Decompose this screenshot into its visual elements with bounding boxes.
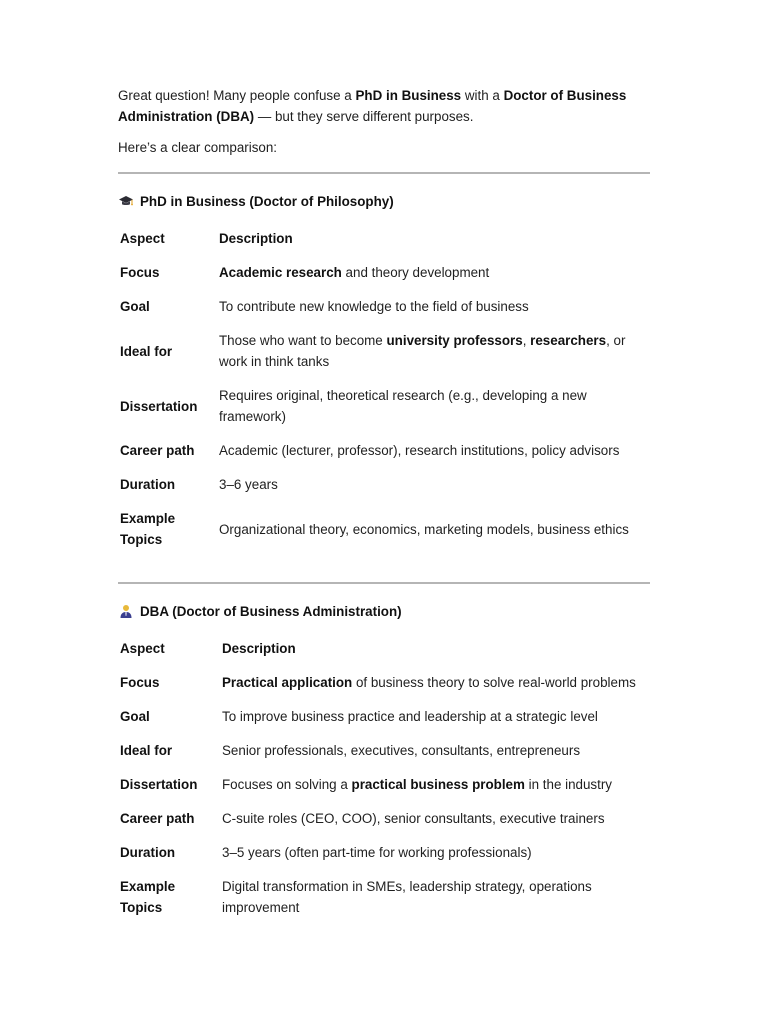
table-row [118, 666, 652, 700]
description-cell: To improve business practice and leadership at a strategic level [222, 709, 598, 724]
column-header-aspect: Aspect [120, 641, 165, 656]
emphasis-text: university professors [386, 333, 523, 348]
aspect-cell: Career path [120, 811, 195, 826]
description-cell: Academic (lecturer, professor), research institutions, policy advisors [219, 443, 620, 458]
table-header-row [118, 222, 652, 256]
description-cell: C-suite roles (CEO, COO), senior consultants, executive trainers [222, 811, 605, 826]
table-row [118, 290, 652, 324]
column-header-aspect: Aspect [120, 231, 165, 246]
aspect-cell: Goal [120, 299, 150, 314]
description-cell [217, 256, 652, 290]
description-cell: Senior professionals, executives, consultants, entrepreneurs [222, 743, 581, 758]
section-divider [118, 582, 650, 584]
dba-comparison-table [118, 632, 652, 925]
table-row [118, 379, 652, 434]
aspect-cell: Ideal for [120, 743, 173, 758]
column-header-description: Description [222, 641, 296, 656]
description-text: Those who want to become [219, 333, 387, 348]
description-text: Focuses on solving a [222, 777, 352, 792]
aspect-cell: Duration [120, 477, 176, 492]
aspect-cell: Ideal for [120, 343, 173, 359]
aspect-cell: Dissertation [120, 777, 198, 792]
table-row [118, 836, 652, 870]
aspect-cell: Goal [120, 709, 150, 724]
description-text: , or work in think tanks [219, 333, 626, 369]
table-row [118, 734, 652, 768]
description-text: of business theory to solve real-world problems [352, 675, 636, 690]
description-cell: Organizational theory, economics, marketing models, business ethics [219, 521, 629, 537]
emphasis-text: Academic research [219, 265, 342, 280]
aspect-cell: Example Topics [120, 511, 176, 547]
table-header-row [118, 632, 652, 666]
description-cell: Digital transformation in SMEs, leadership strategy, operations improvement [222, 879, 592, 915]
table-row [118, 434, 652, 468]
description-text: in the industry [524, 777, 613, 792]
table-row [118, 324, 652, 379]
intro-phd-term: PhD in Business [355, 88, 462, 103]
aspect-cell: Dissertation [120, 398, 198, 414]
aspect-cell: Example Topics [120, 879, 176, 915]
description-cell: Requires original, theoretical research (e.g., developing a new framework) [219, 388, 587, 424]
table-row [118, 870, 652, 925]
chat-response [118, 85, 650, 925]
description-cell [217, 324, 652, 379]
table-row [118, 768, 652, 802]
intro-paragraph [118, 85, 650, 127]
comparison-lead: Here’s a clear comparison: [118, 140, 278, 155]
graduation-cap-icon [118, 193, 134, 209]
dba-heading-text: DBA (Doctor of Business Administration) [140, 603, 402, 619]
aspect-cell: Focus [120, 265, 160, 280]
description-cell [220, 666, 652, 700]
aspect-cell: Duration [120, 845, 176, 860]
phd-section-heading [118, 190, 650, 212]
aspect-cell: Career path [120, 443, 195, 458]
intro-text: Great question! Many people confuse a [118, 88, 356, 103]
table-row [118, 700, 652, 734]
dba-section-heading [118, 600, 650, 622]
intro-text: — but they serve different purposes. [254, 109, 474, 124]
table-row [118, 502, 652, 557]
description-text: , [522, 333, 531, 348]
emphasis-text: practical business problem [351, 777, 525, 792]
description-text: and theory development [341, 265, 490, 280]
description-cell: To contribute new knowledge to the field of business [219, 299, 529, 314]
phd-comparison-table [118, 222, 652, 557]
intro-dba-term: Doctor of Business Administration (DBA) [118, 88, 627, 124]
business-person-icon [118, 603, 134, 619]
table-row [118, 468, 652, 502]
emphasis-text: researchers [530, 333, 607, 348]
aspect-cell: Focus [120, 675, 160, 690]
description-cell [220, 768, 652, 802]
table-row [118, 256, 652, 290]
table-row [118, 802, 652, 836]
section-divider [118, 172, 650, 174]
column-header-description: Description [219, 231, 293, 246]
description-cell: 3–5 years (often part-time for working professionals) [222, 845, 532, 860]
intro-text: with a [461, 88, 504, 103]
phd-heading-text: PhD in Business (Doctor of Philosophy) [140, 193, 394, 209]
emphasis-text: Practical application [222, 675, 353, 690]
description-cell: 3–6 years [219, 477, 278, 492]
